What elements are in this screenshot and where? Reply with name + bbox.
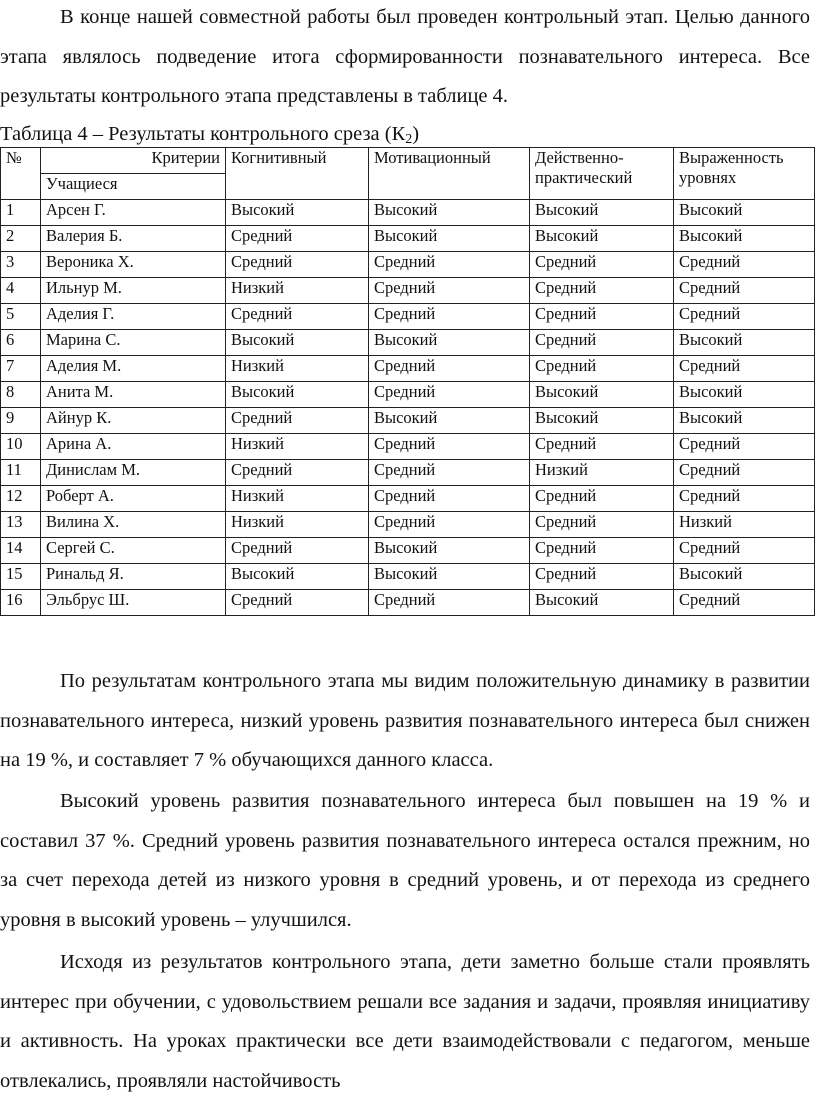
row-num: 2: [1, 226, 41, 252]
practical-level: Средний: [530, 512, 674, 538]
student-name: Роберт А.: [41, 486, 226, 512]
row-num: 8: [1, 382, 41, 408]
table-row: [1, 590, 815, 616]
student-name: Ринальд Я.: [41, 564, 226, 590]
cognitive-level: Средний: [226, 252, 369, 278]
row-num: 6: [1, 330, 41, 356]
header-criteria: Критерии: [41, 148, 226, 174]
table-row: [1, 252, 815, 278]
overall-level: Низкий: [674, 512, 815, 538]
table-row: [1, 278, 815, 304]
practical-level: Низкий: [530, 460, 674, 486]
motivational-level: Средний: [369, 460, 530, 486]
overall-level: Высокий: [674, 408, 815, 434]
overall-level: Средний: [674, 356, 815, 382]
cognitive-level: Низкий: [226, 486, 369, 512]
cognitive-level: Средний: [226, 226, 369, 252]
overall-level: Средний: [674, 252, 815, 278]
table-row: [1, 200, 815, 226]
row-num: 13: [1, 512, 41, 538]
practical-level: Средний: [530, 434, 674, 460]
practical-level: Средний: [530, 304, 674, 330]
practical-level: Средний: [530, 486, 674, 512]
student-name: Сергей С.: [41, 538, 226, 564]
motivational-level: Высокий: [369, 200, 530, 226]
motivational-level: Средний: [369, 356, 530, 382]
header-level-line2: уровнях: [679, 168, 737, 187]
overall-level: Высокий: [674, 200, 815, 226]
table-caption-subscript: 2: [405, 132, 413, 147]
row-num: 7: [1, 356, 41, 382]
cognitive-level: Низкий: [226, 356, 369, 382]
practical-level: Средний: [530, 252, 674, 278]
table-row: [1, 538, 815, 564]
cognitive-level: Средний: [226, 304, 369, 330]
row-num: 10: [1, 434, 41, 460]
overall-level: Высокий: [674, 330, 815, 356]
overall-level: Средний: [674, 304, 815, 330]
overall-level: Средний: [674, 486, 815, 512]
motivational-level: Средний: [369, 512, 530, 538]
table-row: [1, 486, 815, 512]
header-level: [674, 148, 815, 200]
motivational-level: Средний: [369, 486, 530, 512]
row-num: 1: [1, 200, 41, 226]
student-name: Вилина Х.: [41, 512, 226, 538]
cognitive-level: Низкий: [226, 512, 369, 538]
table-row: [1, 382, 815, 408]
paragraph-1: По результатам контрольного этапа мы видим положительную динамику в развитии познавательного интереса, низкий уровень развития познавательного интереса был снижен на 19 %, и составляет 7 % обучающихся данного класса.: [0, 670, 810, 772]
cognitive-level: Низкий: [226, 434, 369, 460]
practical-level: Средний: [530, 564, 674, 590]
motivational-level: Высокий: [369, 330, 530, 356]
table-caption-suffix: ): [412, 123, 420, 145]
overall-level: Средний: [674, 538, 815, 564]
cognitive-level: Средний: [226, 590, 369, 616]
row-num: 15: [1, 564, 41, 590]
student-name: Ильнур М.: [41, 278, 226, 304]
intro-paragraph: В конце нашей совместной работы был проведен контрольный этап. Целью данного этапа являлось подведение итога сформированности познавательного интереса. Все результаты контрольного этапа представлены в таблице 4.: [0, 6, 810, 108]
row-num: 16: [1, 590, 41, 616]
practical-level: Средний: [530, 330, 674, 356]
header-num: №: [1, 148, 41, 200]
student-name: Аделия Г.: [41, 304, 226, 330]
cognitive-level: Высокий: [226, 200, 369, 226]
header-students: Учащиеся: [41, 174, 226, 200]
header-practical-line2: практический: [535, 168, 633, 187]
header-practical-line1: Действенно-: [535, 148, 624, 167]
row-num: 5: [1, 304, 41, 330]
table-row: [1, 408, 815, 434]
table-row: [1, 564, 815, 590]
motivational-level: Средний: [369, 382, 530, 408]
header-motivational: Мотивационный: [369, 148, 530, 200]
paragraph-3: Исходя из результатов контрольного этапа, дети заметно больше стали проявлять интерес при обучении, с удовольствием решали все задания и задачи, проявляя инициативу и активность. На уроках практически все дети взаимодействовали с педагогом, меньше отвлекались, проявляли настойчивость: [0, 951, 810, 1092]
motivational-level: Средний: [369, 278, 530, 304]
motivational-level: Высокий: [369, 408, 530, 434]
student-name: Арсен Г.: [41, 200, 226, 226]
table-row: [1, 330, 815, 356]
student-name: Анита М.: [41, 382, 226, 408]
overall-level: Высокий: [674, 226, 815, 252]
student-name: Арина А.: [41, 434, 226, 460]
header-level-line1: Выраженность: [679, 148, 784, 167]
overall-level: Высокий: [674, 382, 815, 408]
cognitive-level: Средний: [226, 408, 369, 434]
practical-level: Средний: [530, 538, 674, 564]
cognitive-level: Высокий: [226, 330, 369, 356]
row-num: 12: [1, 486, 41, 512]
results-table: [0, 147, 815, 616]
table-row: [1, 304, 815, 330]
overall-level: Средний: [674, 460, 815, 486]
student-name: Валерия Б.: [41, 226, 226, 252]
overall-level: Высокий: [674, 564, 815, 590]
motivational-level: Высокий: [369, 564, 530, 590]
motivational-level: Средний: [369, 590, 530, 616]
motivational-level: Высокий: [369, 226, 530, 252]
cognitive-level: Высокий: [226, 564, 369, 590]
student-name: Динислам М.: [41, 460, 226, 486]
practical-level: Средний: [530, 278, 674, 304]
motivational-level: Средний: [369, 304, 530, 330]
row-num: 9: [1, 408, 41, 434]
practical-level: Высокий: [530, 590, 674, 616]
table-row: [1, 512, 815, 538]
student-name: Аделия М.: [41, 356, 226, 382]
overall-level: Средний: [674, 590, 815, 616]
table-row: [1, 460, 815, 486]
row-num: 11: [1, 460, 41, 486]
overall-level: Средний: [674, 278, 815, 304]
cognitive-level: Высокий: [226, 382, 369, 408]
motivational-level: Высокий: [369, 538, 530, 564]
motivational-level: Средний: [369, 434, 530, 460]
cognitive-level: Средний: [226, 538, 369, 564]
table-row: [1, 226, 815, 252]
overall-level: Средний: [674, 434, 815, 460]
header-cognitive: Когнитивный: [226, 148, 369, 200]
student-name: Айнур К.: [41, 408, 226, 434]
row-num: 4: [1, 278, 41, 304]
row-num: 3: [1, 252, 41, 278]
cognitive-level: Низкий: [226, 278, 369, 304]
practical-level: Высокий: [530, 408, 674, 434]
table-row: [1, 434, 815, 460]
row-num: 14: [1, 538, 41, 564]
practical-level: Средний: [530, 356, 674, 382]
table-row: [1, 356, 815, 382]
table-caption-text: Таблица 4 – Результаты контрольного среза (К: [0, 123, 406, 145]
student-name: Эльбрус Ш.: [41, 590, 226, 616]
paragraph-2: Высокий уровень развития познавательного интереса был повышен на 19 % и составил 37 %. Средний уровень развития познавательного интереса остался прежним, но за счет перехода детей из низкого уровня в средний уровень, и от перехода из среднего уровня в высокий уровень – улучшился.: [0, 790, 810, 931]
header-practical: [530, 148, 674, 200]
student-name: Марина С.: [41, 330, 226, 356]
practical-level: Высокий: [530, 200, 674, 226]
practical-level: Высокий: [530, 226, 674, 252]
practical-level: Высокий: [530, 382, 674, 408]
table-header-row: [1, 148, 815, 174]
student-name: Вероника Х.: [41, 252, 226, 278]
cognitive-level: Средний: [226, 460, 369, 486]
motivational-level: Средний: [369, 252, 530, 278]
